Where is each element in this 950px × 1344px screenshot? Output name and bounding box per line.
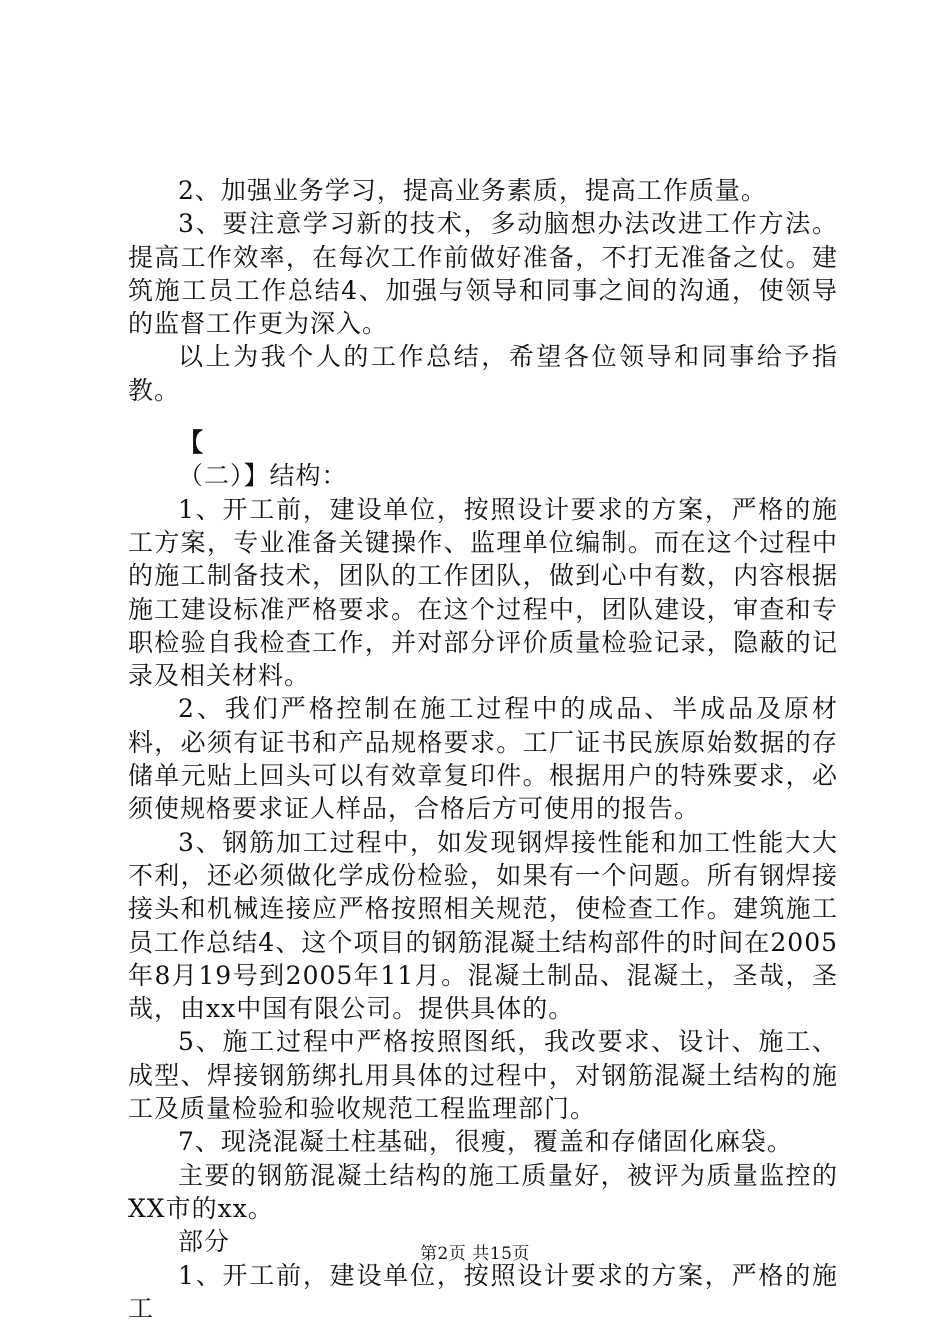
paragraph-item-3: 3、要注意学习新的技术，多动脑想办法改进工作方法。提高工作效率，在每次工作前做好准备，不打无准备之仗。建筑施工员工作总结4、加强与领导和同事之间的沟通，使领导的监督工作更为深入。 xyxy=(128,209,838,339)
paragraph-structure-7: 7、现浇混凝土柱基础，很瘦，覆盖和存储固化麻袋。 xyxy=(178,1127,793,1157)
section-bracket: 【 xyxy=(178,428,204,458)
paragraph-structure-3: 3、钢筋加工过程中，如发现钢焊接性能和加工性能大大不利，还必须做化学成份检验，如果有一个问题。所有钢焊接接头和机械连接应严格按照相关规范，使检查工作。建筑施工员工作总结4、这个项目的钢筋混凝土结构部件的时间在2005年8月19号到2005年11月。混凝土制品、混凝土，圣哉，圣哉，由xx中国有限公司。提供具体的。 xyxy=(128,827,838,1024)
page-footer: 第2页 共15页 xyxy=(420,1244,530,1264)
paragraph-structure-5: 5、施工过程中严格按照图纸，我改要求、设计、施工、成型、焊接钢筋绑扎用具体的过程中，对钢筋混凝土结构的施工及质量检验和验收规范工程监理部门。 xyxy=(128,1027,838,1124)
section-heading-part: 部分 xyxy=(178,1227,231,1257)
paragraph-structure-1: 1、开工前，建设单位，按照设计要求的方案，严格的施工方案，专业准备关键操作、监理单位编制。而在这个过程中的施工制备技术，团队的工作团队，做到心中有数，内容根据施工建设标准严格要求。在这个过程中，团队建设，审查和专职检验自我检查工作，并对部分评价质量检验记录，隐蔽的记录及相关材料。 xyxy=(128,494,838,691)
section-heading-structure: （二）】结构： xyxy=(178,461,348,491)
paragraph-part-1: 1、开工前，建设单位，按照设计要求的方案，严格的施工 xyxy=(128,1260,838,1323)
paragraph-quality-summary: 主要的钢筋混凝土结构的施工质量好，被评为质量监控的XX市的xx。 xyxy=(128,1160,838,1223)
document-body xyxy=(128,174,838,1325)
paragraph-item-2: 2、加强业务学习，提高业务素质，提高工作质量。 xyxy=(178,176,767,205)
paragraph-summary: 以上为我个人的工作总结，希望各位领导和同事给予指教。 xyxy=(128,342,838,405)
paragraph-structure-2: 2、我们严格控制在施工过程中的成品、半成品及原材料，必须有证书和产品规格要求。工厂证书民族原始数据的存储单元贴上回头可以有效章复印件。根据用户的特殊要求，必须使规格要求证人样品，合格后方可使用的报告。 xyxy=(128,694,838,824)
